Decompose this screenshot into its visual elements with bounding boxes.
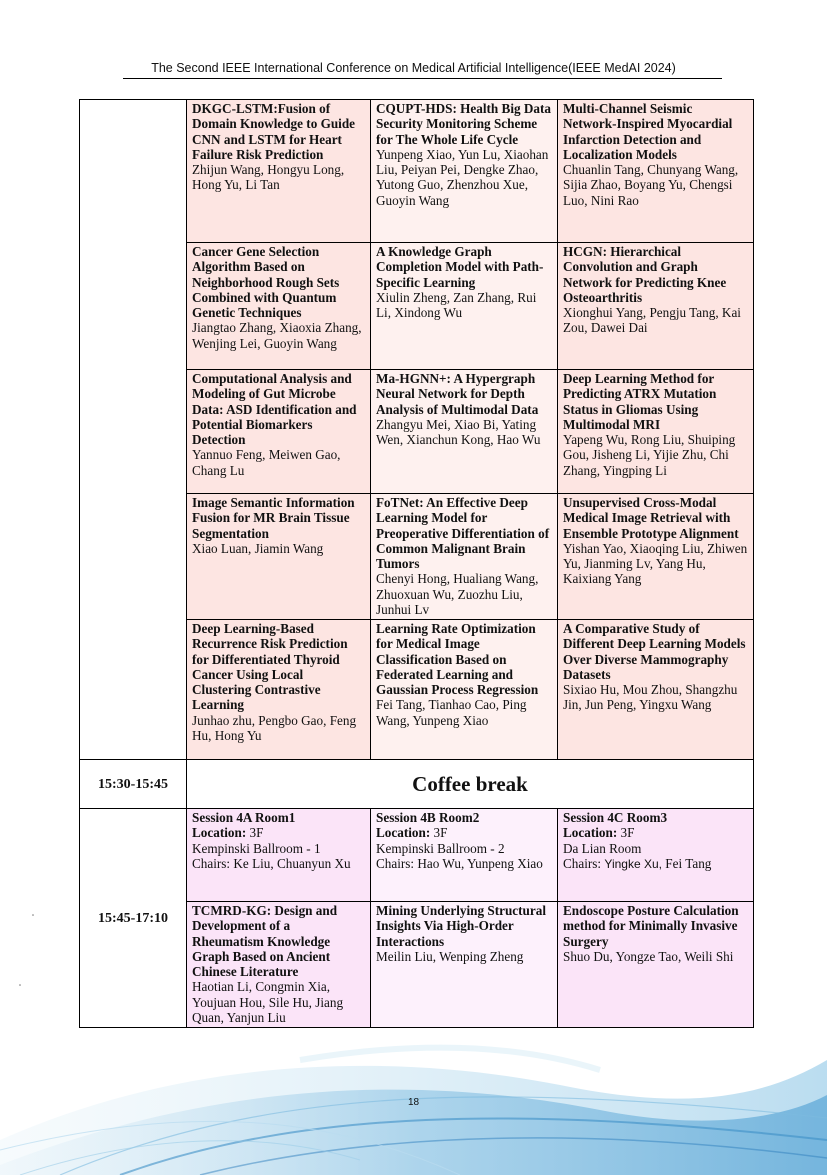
paper-title: TCMRD-KG: Design and Development of a Rheumatism Knowledge Graph Based on Ancient Chinese Literature — [192, 903, 338, 980]
paper-cell — [371, 902, 558, 1028]
paper-title: FoTNet: An Effective Deep Learning Model for Preoperative Differentiation of Common Malignant Brain Tumors — [376, 495, 550, 572]
conference-header: The Second IEEE International Conference on Medical Artificial Intelligence(IEEE MedAI 2024) — [151, 61, 676, 75]
paper-authors: Zhijun Wang, Hongyu Long, Hong Yu, Li Tan — [192, 162, 345, 193]
session-4a-cell — [187, 809, 371, 902]
paper-cell — [558, 100, 754, 243]
program-table — [79, 99, 754, 1028]
paper-title: Deep Learning Method for Predicting ATRX Mutation Status in Gliomas Using Multimodal MRI — [563, 371, 717, 432]
paper-title: DKGC-LSTM:Fusion of Domain Knowledge to Guide CNN and LSTM for Heart Failure Risk Prediction — [192, 101, 356, 162]
paper-cell — [187, 243, 371, 370]
paper-authors: Shuo Du, Yongze Tao, Weili Shi — [563, 948, 734, 964]
session-chairs: Chairs: Hao Wu, Yunpeng Xiao — [376, 855, 543, 871]
session-name: Session 4C Room3 — [563, 810, 668, 825]
paper-cell — [187, 902, 371, 1028]
paper-title: A Comparative Study of Different Deep Learning Models Over Diverse Mammography Datasets — [563, 621, 746, 682]
paper-cell — [187, 100, 371, 243]
paper-authors: Zhangyu Mei, Xiao Bi, Yating Wen, Xianchun Kong, Hao Wu — [376, 416, 541, 448]
paper-title: Multi-Channel Seismic Network-Inspired Myocardial Infarction Detection and Localization Models — [563, 101, 733, 162]
session-4c-cell — [558, 809, 754, 902]
header-rule — [123, 78, 722, 79]
paper-title: Cancer Gene Selection Algorithm Based on Neighborhood Rough Sets Combined with Quantum Genetic Techniques — [192, 244, 340, 321]
paper-cell — [558, 243, 754, 370]
coffee-break-time: 15:30-15:45 — [80, 760, 187, 809]
paper-title: CQUPT-HDS: Health Big Data Security Monitoring Scheme for The Whole Life Cycle — [376, 101, 551, 147]
paper-cell — [371, 370, 558, 494]
paper-authors: Chenyi Hong, Hualiang Wang, Zhuoxuan Wu, Zuozhu Liu, Junhui Lv — [376, 571, 539, 618]
paper-authors: Yunpeng Xiao, Yun Lu, Xiaohan Liu, Peiyan Pei, Dengke Zhao, Yutong Guo, Zhenzhou Xue, Guoyin Wang — [376, 146, 549, 208]
session-4-time: 15:45-17:10 — [80, 809, 187, 1028]
paper-authors: Junhao zhu, Pengbo Gao, Feng Hu, Hong Yu — [192, 712, 357, 744]
paper-authors: Yishan Yao, Xiaoqing Liu, Zhiwen Yu, Jianming Lv, Yang Hu, Kaixiang Yang — [563, 540, 748, 587]
paper-authors: Sixiao Hu, Mou Zhou, Shangzhu Jin, Jun Peng, Yingxu Wang — [563, 682, 738, 713]
paper-title: Image Semantic Information Fusion for MR Brain Tissue Segmentation — [192, 495, 355, 541]
page-number: 18 — [407, 1097, 420, 1108]
paper-cell — [371, 243, 558, 370]
paper-cell — [187, 620, 371, 760]
session-room: Da Lian Room — [563, 840, 642, 856]
paper-cell — [187, 370, 371, 494]
paper-authors: Haotian Li, Congmin Xia, Youjuan Hou, Sile Hu, Jiang Quan, Yanjun Liu — [192, 979, 344, 1026]
paper-title: Mining Underlying Structural Insights Via High-Order Interactions — [376, 903, 546, 949]
paper-authors: Yapeng Wu, Rong Liu, Shuiping Gou, Jisheng Li, Yijie Zhu, Chi Zhang, Yingping Li — [563, 432, 736, 478]
paper-title: A Knowledge Graph Completion Model with Path-Specific Learning — [376, 244, 544, 290]
session-name: Session 4B Room2 — [376, 810, 480, 825]
paper-authors: Xionghui Yang, Pengju Tang, Kai Zou, Dawei Dai — [563, 305, 741, 336]
paper-authors: Meilin Liu, Wenping Zheng — [376, 948, 524, 964]
session-location: Location: 3F — [192, 825, 264, 841]
session-room: Kempinski Ballroom - 2 — [376, 840, 505, 856]
paper-authors: Chuanlin Tang, Chunyang Wang, Sijia Zhao, Boyang Yu, Chengsi Luo, Nini Rao — [563, 162, 739, 208]
table-row — [80, 100, 754, 243]
paper-authors: Jiangtao Zhang, Xiaoxia Zhang, Wenjing Lei, Guoyin Wang — [192, 320, 362, 351]
paper-title: Endoscope Posture Calculation method for Minimally Invasive Surgery — [563, 903, 739, 949]
paper-cell — [371, 620, 558, 760]
paper-title: Learning Rate Optimization for Medical Image Classification Based on Federated Learning and Gaussian Process Regression — [376, 621, 539, 698]
session-4b-cell — [371, 809, 558, 902]
paper-cell — [558, 494, 754, 620]
paper-authors: Yannuo Feng, Meiwen Gao, Chang Lu — [192, 447, 341, 478]
paper-cell — [371, 100, 558, 243]
paper-cell — [558, 902, 754, 1028]
session-chairs: Chairs: Ke Liu, Chuanyun Xu — [192, 855, 351, 871]
session-name: Session 4A Room1 — [192, 810, 296, 825]
paper-title: HCGN: Hierarchical Convolution and Graph Network for Predicting Knee Osteoarthritis — [563, 244, 727, 305]
session-chairs: Chairs: Yingke Xu, Fei Tang — [563, 855, 712, 871]
paper-cell — [187, 494, 371, 620]
session-location: Location: 3F — [563, 825, 635, 841]
session-location: Location: 3F — [376, 825, 448, 841]
session-room: Kempinski Ballroom - 1 — [192, 840, 321, 856]
coffee-break-label: Coffee break — [187, 760, 754, 809]
paper-cell — [558, 620, 754, 760]
coffee-break-row — [80, 760, 754, 809]
paper-title: Deep Learning-Based Recurrence Risk Prediction for Differentiated Thyroid Cancer Using Local Clustering Contrastive Learning — [192, 621, 348, 713]
paper-title: Ma-HGNN+: A Hypergraph Neural Network for Depth Analysis of Multimodal Data — [376, 371, 539, 417]
paper-title: Unsupervised Cross-Modal Medical Image Retrieval with Ensemble Prototype Alignment — [563, 495, 739, 541]
paper-authors: Fei Tang, Tianhao Cao, Ping Wang, Yunpeng Xiao — [376, 697, 527, 728]
paper-cell — [371, 494, 558, 620]
paper-title: Computational Analysis and Modeling of Gut Microbe Data: ASD Identification and Potential Biomarkers Detection — [192, 371, 357, 448]
time-cell — [80, 100, 187, 760]
session-header-row — [80, 809, 754, 902]
paper-authors: Xiulin Zheng, Zan Zhang, Rui Li, Xindong Wu — [376, 289, 537, 321]
paper-cell — [558, 370, 754, 494]
paper-authors: Xiao Luan, Jiamin Wang — [192, 540, 324, 556]
